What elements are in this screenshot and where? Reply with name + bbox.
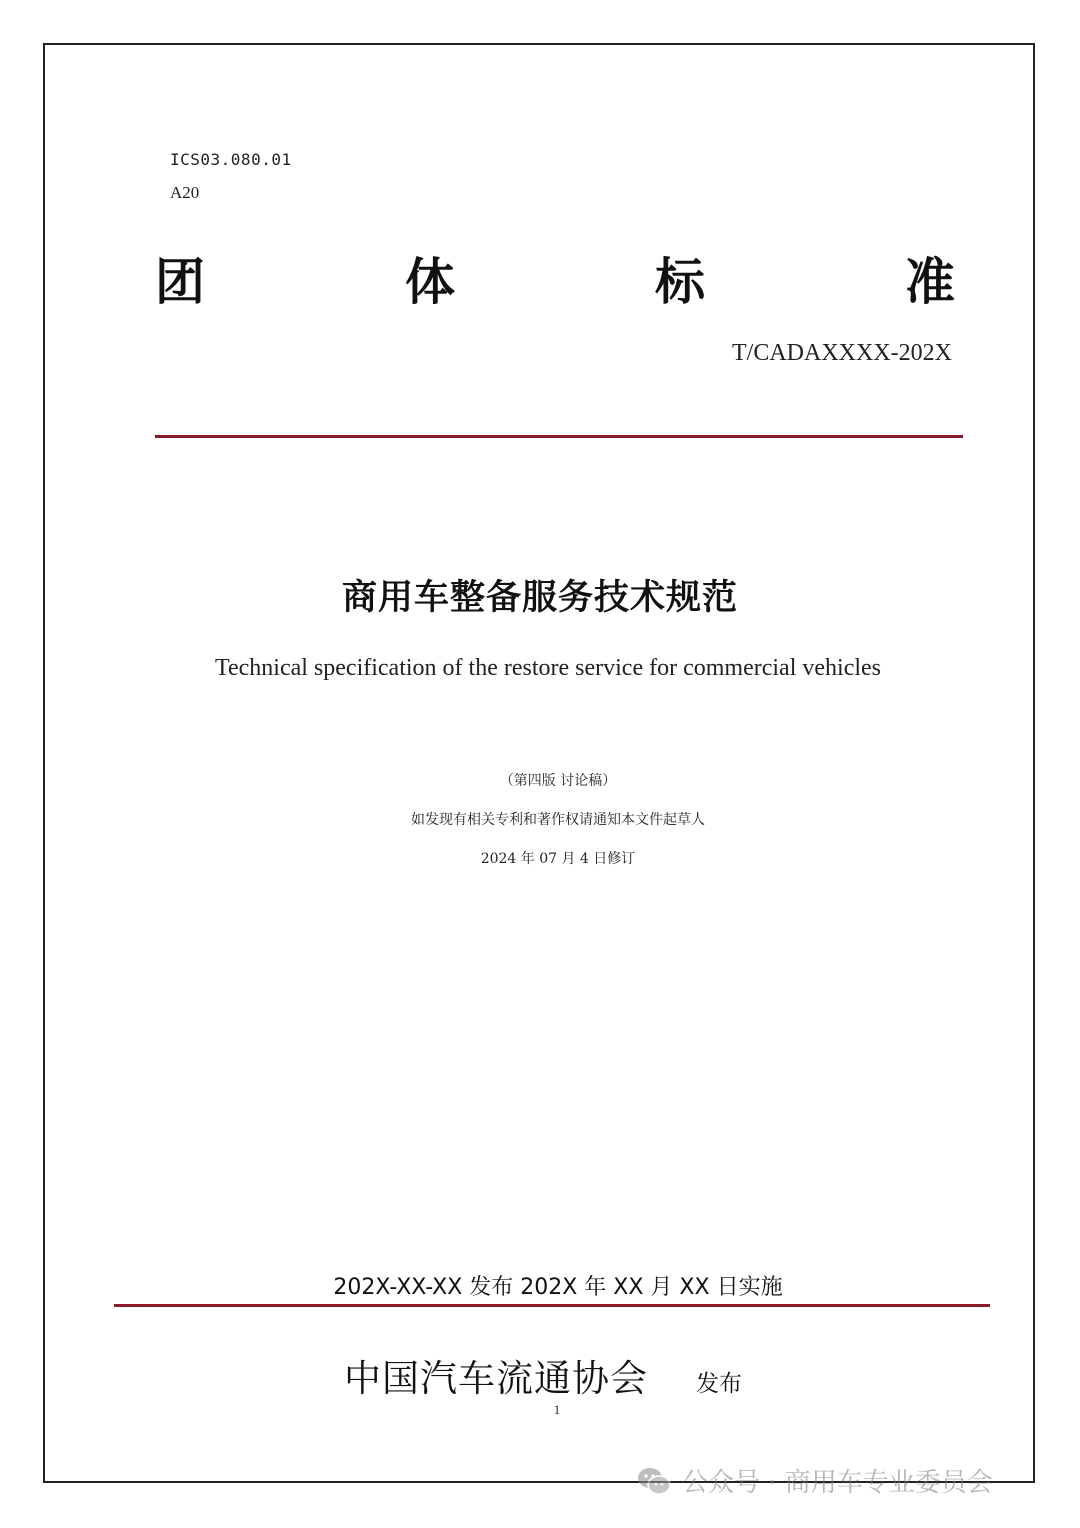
standard-type-char: 准 xyxy=(905,252,955,311)
revision-date: 2024 年 07 月 4 日修订 xyxy=(480,851,636,867)
publisher-line xyxy=(344,1348,742,1402)
wechat-icon xyxy=(636,1466,672,1496)
publisher-name: 中国汽车流通协会 xyxy=(344,1357,648,1400)
standard-type-char: 团 xyxy=(155,252,205,311)
publish-label: 发布 xyxy=(696,1371,742,1397)
standard-type-char: 标 xyxy=(655,252,705,311)
standard-number: T/CADAXXXX-202X xyxy=(732,340,952,366)
top-divider xyxy=(155,435,963,438)
document-title-english: Technical specification of the restore service for commercial vehicles xyxy=(215,655,881,681)
page-number: 1 xyxy=(553,1402,561,1417)
publish-implement-dates: 202X-XX-XX 发布 202X 年 XX 月 XX 日实施 xyxy=(333,1275,783,1300)
watermark-text: 公众号 · 商用车专业委员会 xyxy=(682,1468,993,1498)
classification-code: A20 xyxy=(170,183,200,202)
standard-type-heading xyxy=(155,252,955,312)
ics-code: ICS03.080.01 xyxy=(170,150,292,169)
edition-note: （第四版 讨论稿） xyxy=(499,773,617,789)
document-title-chinese: 商用车整备服务技术规范 xyxy=(341,578,738,618)
patent-notice: 如发现有相关专利和著作权请通知本文件起草人 xyxy=(411,812,705,828)
standard-type-char: 体 xyxy=(405,252,455,311)
watermark xyxy=(636,1462,993,1499)
bottom-divider xyxy=(114,1304,990,1307)
